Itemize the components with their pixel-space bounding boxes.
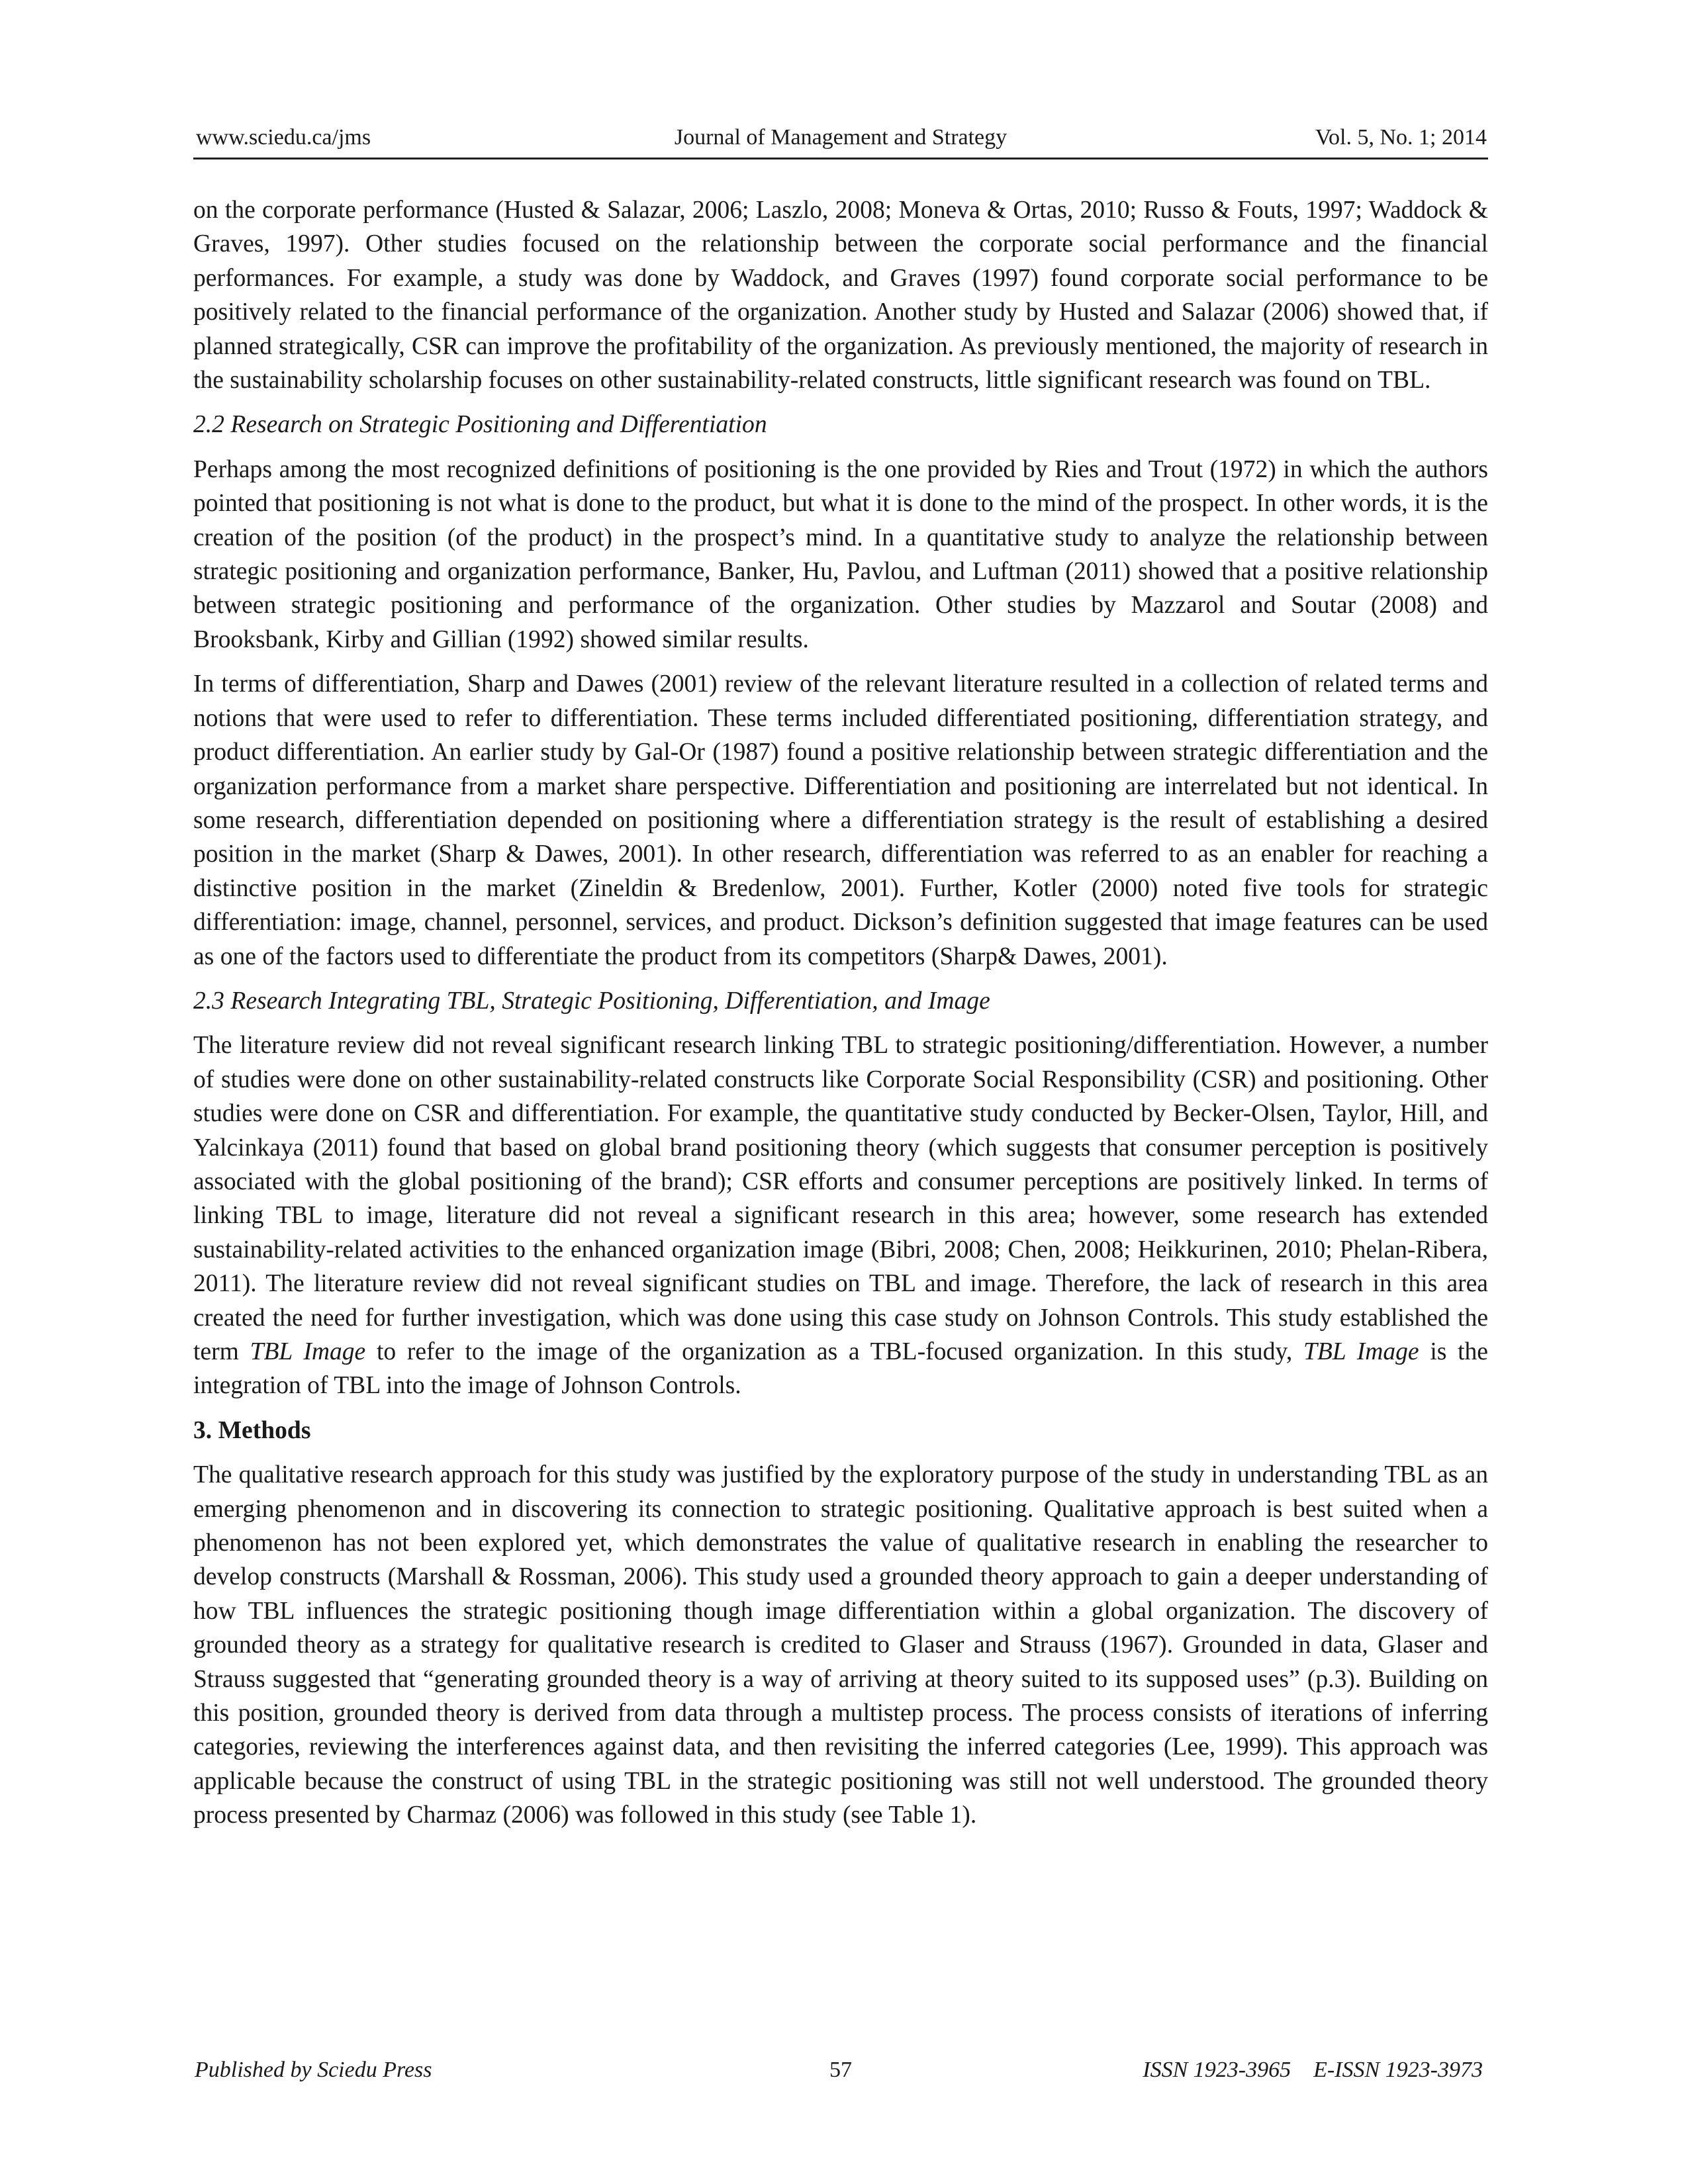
paragraph-4-text-c: is the integration of TBL into the image of Johnson Controls. <box>193 1338 1488 1400</box>
subsection-heading-2-3: 2.3 Research Integrating TBL, Strategic Positioning, Differentiation, and Image <box>193 987 990 1015</box>
subsection-heading-2-2: 2.2 Research on Strategic Positioning and Differentiation <box>193 411 767 439</box>
volume-info: Vol. 5, No. 1; 2014 <box>1315 125 1487 150</box>
running-footer <box>193 2056 1488 2087</box>
paragraph-2: Perhaps among the most recognized definitions of positioning is the one provided by Ries and Trout (1972) in which the authors pointed that positioning is not what is done to the product, but what it is done to the mind of the prospect. In other words, it is the creation of the position (of the product) in the prospect’s mind. In a quantitative study to analyze the relationship between strategic positioning and organization performance, Banker, Hu, Pavlou, and Luftman (2011) showed that a positive relationship between strategic positioning and performance of the organization. Other studies by Mazzarol and Soutar (2008) and Brooksbank, Kirby and Gillian (1992) showed similar results. <box>193 455 1488 653</box>
running-header <box>193 123 1488 159</box>
section-heading-methods: 3. Methods <box>193 1416 311 1444</box>
journal-title: Journal of Management and Strategy <box>674 125 1008 150</box>
page-number: 57 <box>829 2058 852 2082</box>
term-tbl-image: TBL Image <box>1303 1338 1419 1365</box>
article-body <box>193 193 1488 1833</box>
paragraph-5: The qualitative research approach for this study was justified by the exploratory purpose of the study in understanding TBL as an emerging phenomenon and in discovering its connection to strategic positioning. Qualitative approach is best suited when a phenomenon has not been explored yet, which demonstrates the value of qualitative research in enabling the researcher to develop constructs (Marshall & Rossman, 2006). This study used a grounded theory approach to gain a deeper understanding of how TBL influences the strategic positioning though image differentiation within a global organization. The discovery of grounded theory as a strategy for qualitative research is credited to Glaser and Strauss (1967). Grounded in data, Glaser and Strauss suggested that “generating grounded theory is a way of arriving at theory suited to its supposed uses” (p.3). Building on this position, grounded theory is derived from data through a multistep process. The process consists of iterations of inferring categories, reviewing the interferences against data, and then revisiting the inferred categories (Lee, 1999). This approach was applicable because the construct of using TBL in the strategic positioning was still not well understood. The grounded theory process presented by Charmaz (2006) was followed in this study (see Table 1). <box>193 1461 1488 1829</box>
publisher: Published by Sciedu Press <box>195 2058 432 2082</box>
paragraph-3: In terms of differentiation, Sharp and Dawes (2001) review of the relevant literature resulted in a collection of related terms and notions that were used to refer to differentiation. These terms included differentiated positioning, differentiation strategy, and product differentiation. An earlier study by Gal-Or (1987) found a positive relationship between strategic differentiation and the organization performance from a market share perspective. Differentiation and positioning are interrelated but not identical. In some research, differentiation depended on positioning where a differentiation strategy is the result of establishing a desired position in the market (Sharp & Dawes, 2001). In other research, differentiation was referred to as an enabler for reaching a distinctive position in the market (Zineldin & Bredenlow, 2001). Further, Kotler (2000) noted five tools for strategic differentiation: image, channel, personnel, services, and product. Dickson’s definition suggested that image features can be used as one of the factors used to differentiate the product from its competitors (Sharp& Dawes, 2001). <box>193 670 1488 970</box>
journal-url[interactable]: www.sciedu.ca/jms <box>196 125 371 150</box>
paragraph-4-text-a: The literature review did not reveal significant research linking TBL to strategic positioning/differentiation. However, a number of studies were done on other sustainability-related constructs like Corporate Social Responsibility (CSR) and positioning. Other studies were done on CSR and differentiation. For example, the quantitative study conducted by Becker-Olsen, Taylor, Hill, and Yalcinkaya (2011) found that based on global brand positioning theory (which suggests that consumer perception is positively associated with the global positioning of the brand); CSR efforts and consumer perceptions are positively linked. In terms of linking TBL to image, literature did not reveal a significant research in this area; however, some research has extended sustainability-related activities to the enhanced organization image (Bibri, 2008; Chen, 2008; Heikkurinen, 2010; Phelan-Ribera, 2011). The literature review did not reveal significant studies on TBL and image. Therefore, the lack of research in this area created the need for further investigation, which was done using this case study on Johnson Controls. This study established the term <box>193 1032 1488 1365</box>
issn: ISSN 1923-3965 E-ISSN 1923-3973 <box>1143 2058 1483 2082</box>
paragraph-4-text-b: to refer to the image of the organization as a TBL-focused organization. In this study, <box>365 1338 1303 1365</box>
paragraph-1: on the corporate performance (Husted & Salazar, 2006; Laszlo, 2008; Moneva & Ortas, 2010; Russo & Fouts, 1997; Waddock & Graves, 1997). Other studies focused on the relationship between the corporate social performance and the financial performances. For example, a study was done by Waddock, and Graves (1997) found corporate social performance to be positively related to the financial performance of the organization. Another study by Husted and Salazar (2006) showed that, if planned strategically, CSR can improve the profitability of the organization. As previously mentioned, the majority of research in the sustainability scholarship focuses on other sustainability-related constructs, little significant research was found on TBL. <box>193 197 1488 394</box>
paragraph-4 <box>193 1028 1488 1402</box>
term-tbl-image: TBL Image <box>250 1338 366 1365</box>
